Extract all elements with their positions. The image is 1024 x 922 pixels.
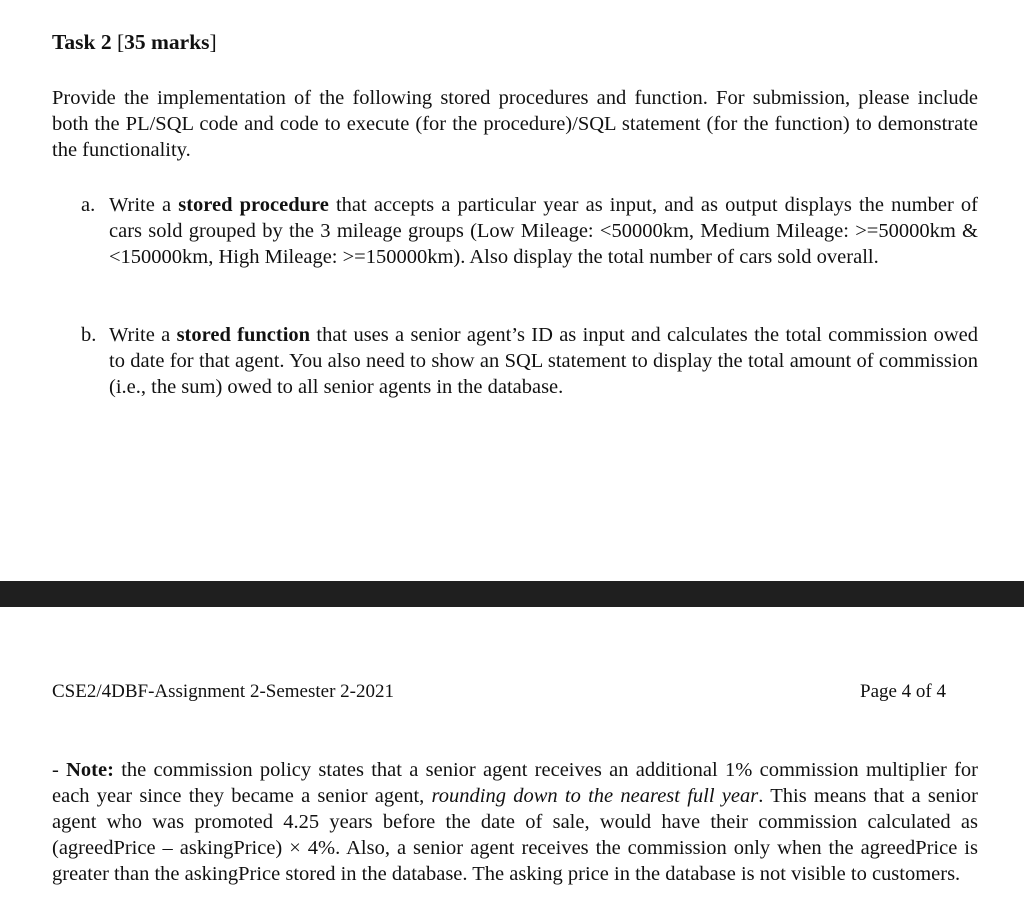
note-paragraph bbox=[52, 757, 978, 887]
note-text-1: the commission policy states that a senior agent receives an additional 1% commission multiplier for each year since they became a senior agent, bbox=[52, 759, 978, 807]
item-text-post: that accepts a particular year as input, and as output displays the number of cars sold grouped by the 3 mileage groups (Low Mileage: <50000km, Medium Mileage: >=50000km & <150000km, High Mileage: >=150000km). Also display the total number of cars sold overall. bbox=[109, 194, 978, 268]
item-emphasis: stored procedure bbox=[178, 194, 329, 216]
list-item-body bbox=[109, 322, 978, 400]
task-title bbox=[52, 29, 217, 55]
list-item-body bbox=[109, 192, 978, 270]
note-text-2: . This means that a senior agent who was promoted 4.25 years before the date of sale, would have their commission calculated as (agreedPrice – askingPrice) × 4%. Also, a senior agent receives the commission only when the agreedPrice is greater than the askingPrice stored in the database. The asking price in the database is not visible to customers. bbox=[52, 785, 978, 885]
footer-course: CSE2/4DBF-Assignment 2-Semester 2-2021 bbox=[52, 681, 394, 702]
marks-close: ] bbox=[209, 30, 217, 54]
marks-value: 35 marks bbox=[124, 30, 210, 54]
page-divider bbox=[0, 581, 1024, 607]
note-italic: rounding down to the nearest full year bbox=[431, 785, 759, 807]
list-marker: a. bbox=[81, 194, 96, 216]
list-marker: b. bbox=[81, 324, 97, 346]
item-emphasis: stored function bbox=[176, 324, 311, 346]
item-text-post: that uses a senior agent’s ID as input and calculates the total commission owed to date for that agent. You also need to show an SQL statement to display the total amount of commission (i.e., the sum) owed to all senior agents in the database. bbox=[109, 324, 978, 398]
marks-open: [ bbox=[111, 30, 125, 54]
item-text-pre: Write a bbox=[109, 194, 179, 216]
item-text-pre: Write a bbox=[109, 324, 177, 346]
footer-page-number: Page 4 of 4 bbox=[860, 681, 947, 702]
list-item-b bbox=[81, 322, 978, 400]
note-dash: - bbox=[52, 759, 67, 781]
list-item-a bbox=[81, 192, 978, 270]
intro-paragraph: Provide the implementation of the following stored procedures and function. For submission, please include both the PL/SQL code and code to execute (for the procedure)/SQL statement (for the function) to demonstrate the functionality. bbox=[52, 87, 978, 161]
task-marks bbox=[112, 30, 217, 54]
note-label: Note: bbox=[66, 759, 114, 781]
task-title-text: Task 2 bbox=[52, 30, 112, 54]
